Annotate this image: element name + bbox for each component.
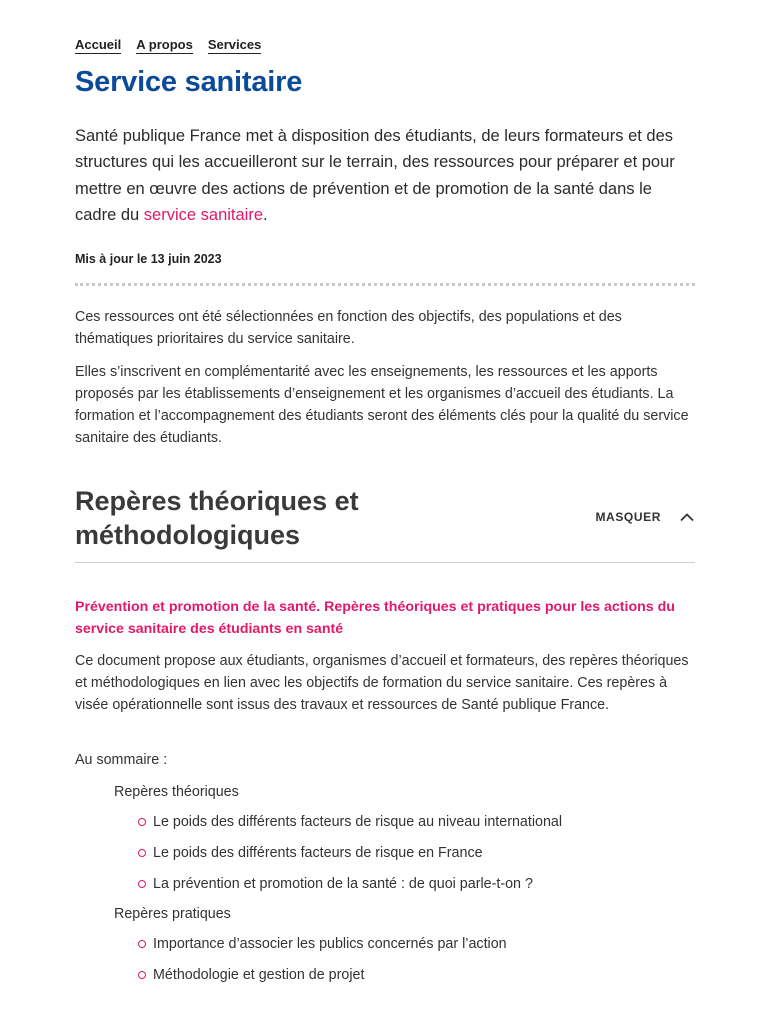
group-label-pratiques: Repères pratiques — [114, 906, 231, 922]
list-item-text: La prévention et promotion de la santé : de quoi parle-t-on ? — [153, 876, 533, 892]
list-item — [138, 934, 507, 954]
bullet-circle-icon — [138, 940, 146, 948]
breadcrumb-accueil[interactable]: Accueil — [75, 37, 122, 52]
group-label-theoriques: Repères théoriques — [114, 784, 239, 800]
breadcrumb-services[interactable]: Services — [207, 37, 262, 52]
section-header — [75, 484, 695, 563]
lead-end: . — [263, 205, 268, 224]
service-sanitaire-link[interactable]: service sanitaire — [143, 205, 264, 224]
list-item — [138, 843, 483, 863]
update-date: Mis à jour le 13 juin 2023 — [75, 252, 222, 266]
document-description: Ce document propose aux étudiants, organismes d’accueil et formateurs, des repères théoriques et méthodologiques en lien avec les objectifs de formation du service sanitaire. Ces repères à visée opérationnelle sont issus des travaux et ressources de Santé publique France. — [75, 653, 689, 713]
summary-label: Au sommaire : — [75, 752, 168, 768]
list-item — [138, 874, 533, 894]
bullet-circle-icon — [138, 971, 146, 979]
intro-paragraph-1: Ces ressources ont été sélectionnées en fonction des objectifs, des populations et des thématiques prioritaires du service sanitaire. — [75, 309, 622, 347]
lead-paragraph — [75, 123, 695, 228]
breadcrumb-a-propos[interactable]: A propos — [136, 37, 193, 52]
bullet-circle-icon — [138, 849, 146, 857]
bullet-circle-icon — [138, 880, 146, 888]
list-item-text: Le poids des différents facteurs de risque en France — [153, 845, 483, 861]
document-title-link[interactable]: Prévention et promotion de la santé. Repères théoriques et pratiques pour les actions du service sanitaire des étudiants en santé — [75, 599, 675, 637]
list-item-text: Importance d’associer les publics concernés par l’action — [153, 936, 507, 952]
list-item-text: Le poids des différents facteurs de risque au niveau international — [153, 814, 563, 830]
dotted-divider — [75, 283, 695, 286]
breadcrumb — [75, 37, 261, 54]
section-title: Repères théoriques et méthodologiques — [75, 486, 359, 550]
masquer-label: MASQUER — [595, 510, 661, 524]
masquer-toggle-button[interactable] — [595, 510, 695, 524]
list-item-text: Méthodologie et gestion de projet — [153, 967, 365, 983]
intro-paragraph-2: Elles s’inscrivent en complémentarité avec les enseignements, les ressources et les apports proposés par les établissements d’enseignement et les organismes d’accueil des étudiants. La formation et l’accompagnement des étudiants seront des éléments clés pour la qualité du service sanitaire des étudiants. — [75, 364, 689, 446]
list-item — [138, 965, 364, 985]
list-item — [138, 812, 562, 832]
page-title: Service sanitaire — [75, 66, 303, 98]
bullet-circle-icon — [138, 818, 146, 826]
chevron-up-icon — [679, 512, 695, 522]
lead-text: Santé publique France met à disposition des étudiants, de leurs formateurs et des structures qui les accueilleront sur le terrain, des ressources pour préparer et pour mettre en œuvre des actions de prévention et de promotion de la santé dans le cadre du — [75, 127, 675, 224]
